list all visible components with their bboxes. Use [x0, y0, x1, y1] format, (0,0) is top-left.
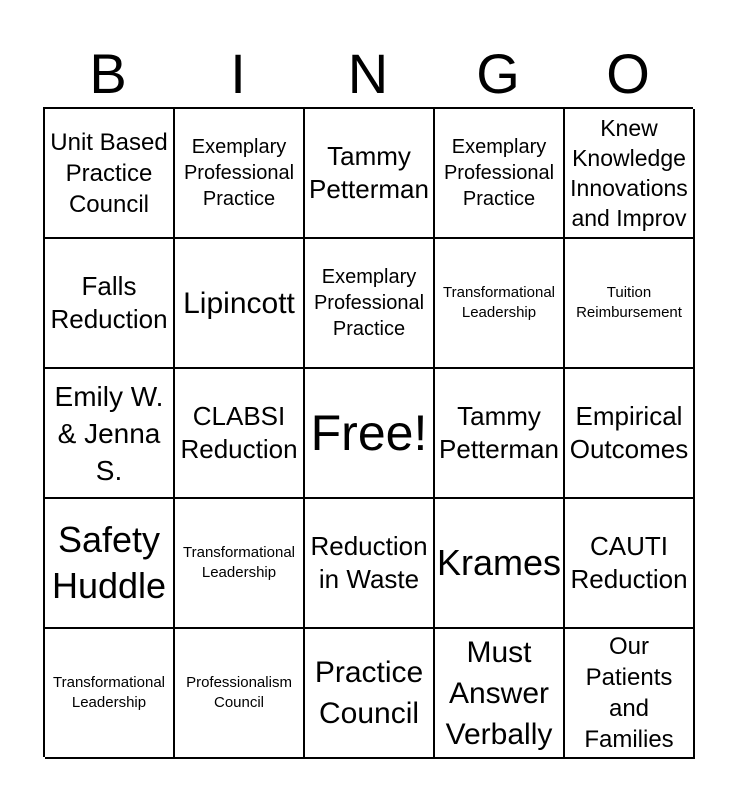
cell-text: Falls Reduction: [50, 271, 168, 334]
header-letter-n: N: [347, 42, 389, 105]
header-letter-i: I: [230, 42, 246, 105]
bingo-cell[interactable]: [565, 629, 695, 759]
cell-text: Unit Based Practice Council: [50, 128, 168, 218]
bingo-cell[interactable]: [435, 239, 565, 369]
cell-text: Tammy Petterman: [439, 401, 559, 464]
bingo-cell[interactable]: [305, 629, 435, 759]
bingo-cell[interactable]: [45, 629, 175, 759]
cell-text: Our Patients and Families: [584, 633, 674, 753]
cell-text: Professionalism Council: [186, 674, 292, 711]
free-space-text: Free!: [310, 405, 428, 461]
bingo-cell[interactable]: [175, 239, 305, 369]
cell-text: Exemplary Professional Practice: [443, 136, 555, 210]
cell-text: Transformational Leadership: [183, 544, 295, 581]
bingo-cell[interactable]: [435, 499, 565, 629]
cell-text: Practice Council: [314, 656, 424, 730]
bingo-cell[interactable]: [565, 109, 695, 239]
cell-text: Transformational Leadership: [443, 284, 555, 321]
bingo-board: [43, 107, 693, 757]
free-space-cell[interactable]: [305, 369, 435, 499]
cell-text: Must Answer Verbally: [445, 635, 553, 751]
cell-text: Tammy Petterman: [309, 141, 429, 204]
bingo-cell[interactable]: [175, 109, 305, 239]
cell-text: Empirical Outcomes: [569, 401, 689, 464]
bingo-cell[interactable]: [175, 499, 305, 629]
cell-text: Tuition Reimbursement: [576, 284, 682, 321]
bingo-cell[interactable]: [45, 239, 175, 369]
cell-text: CLABSI Reduction: [180, 401, 298, 464]
bingo-cell[interactable]: [45, 499, 175, 629]
bingo-header: [43, 40, 693, 108]
bingo-cell[interactable]: [175, 369, 305, 499]
cell-text: Reduction in Waste: [310, 531, 428, 594]
bingo-cell[interactable]: [305, 239, 435, 369]
header-letter-g: G: [476, 42, 520, 105]
bingo-cell[interactable]: [45, 109, 175, 239]
bingo-cell[interactable]: [435, 629, 565, 759]
bingo-cell[interactable]: [305, 499, 435, 629]
header-letter-b: B: [89, 42, 127, 105]
bingo-cell[interactable]: [435, 109, 565, 239]
cell-text: CAUTI Reduction: [570, 531, 688, 594]
cell-text: Emily W. & Jenna S.: [54, 380, 164, 486]
bingo-cell[interactable]: [435, 369, 565, 499]
bingo-cell[interactable]: [565, 499, 695, 629]
bingo-cell[interactable]: [305, 109, 435, 239]
bingo-cell[interactable]: [175, 629, 305, 759]
bingo-cell[interactable]: [565, 239, 695, 369]
cell-text: Transformational Leadership: [53, 674, 165, 711]
cell-text: Krames: [436, 542, 562, 583]
cell-text: Knew Knowledge Innovations and Improv: [570, 115, 688, 231]
cell-text: Exemplary Professional Practice: [313, 266, 425, 340]
cell-text: Safety Huddle: [51, 519, 167, 606]
cell-text: Exemplary Professional Practice: [183, 136, 295, 210]
bingo-cell[interactable]: [565, 369, 695, 499]
cell-text: Lipincott: [183, 286, 295, 320]
bingo-cell[interactable]: [45, 369, 175, 499]
header-letter-o: O: [606, 42, 650, 105]
